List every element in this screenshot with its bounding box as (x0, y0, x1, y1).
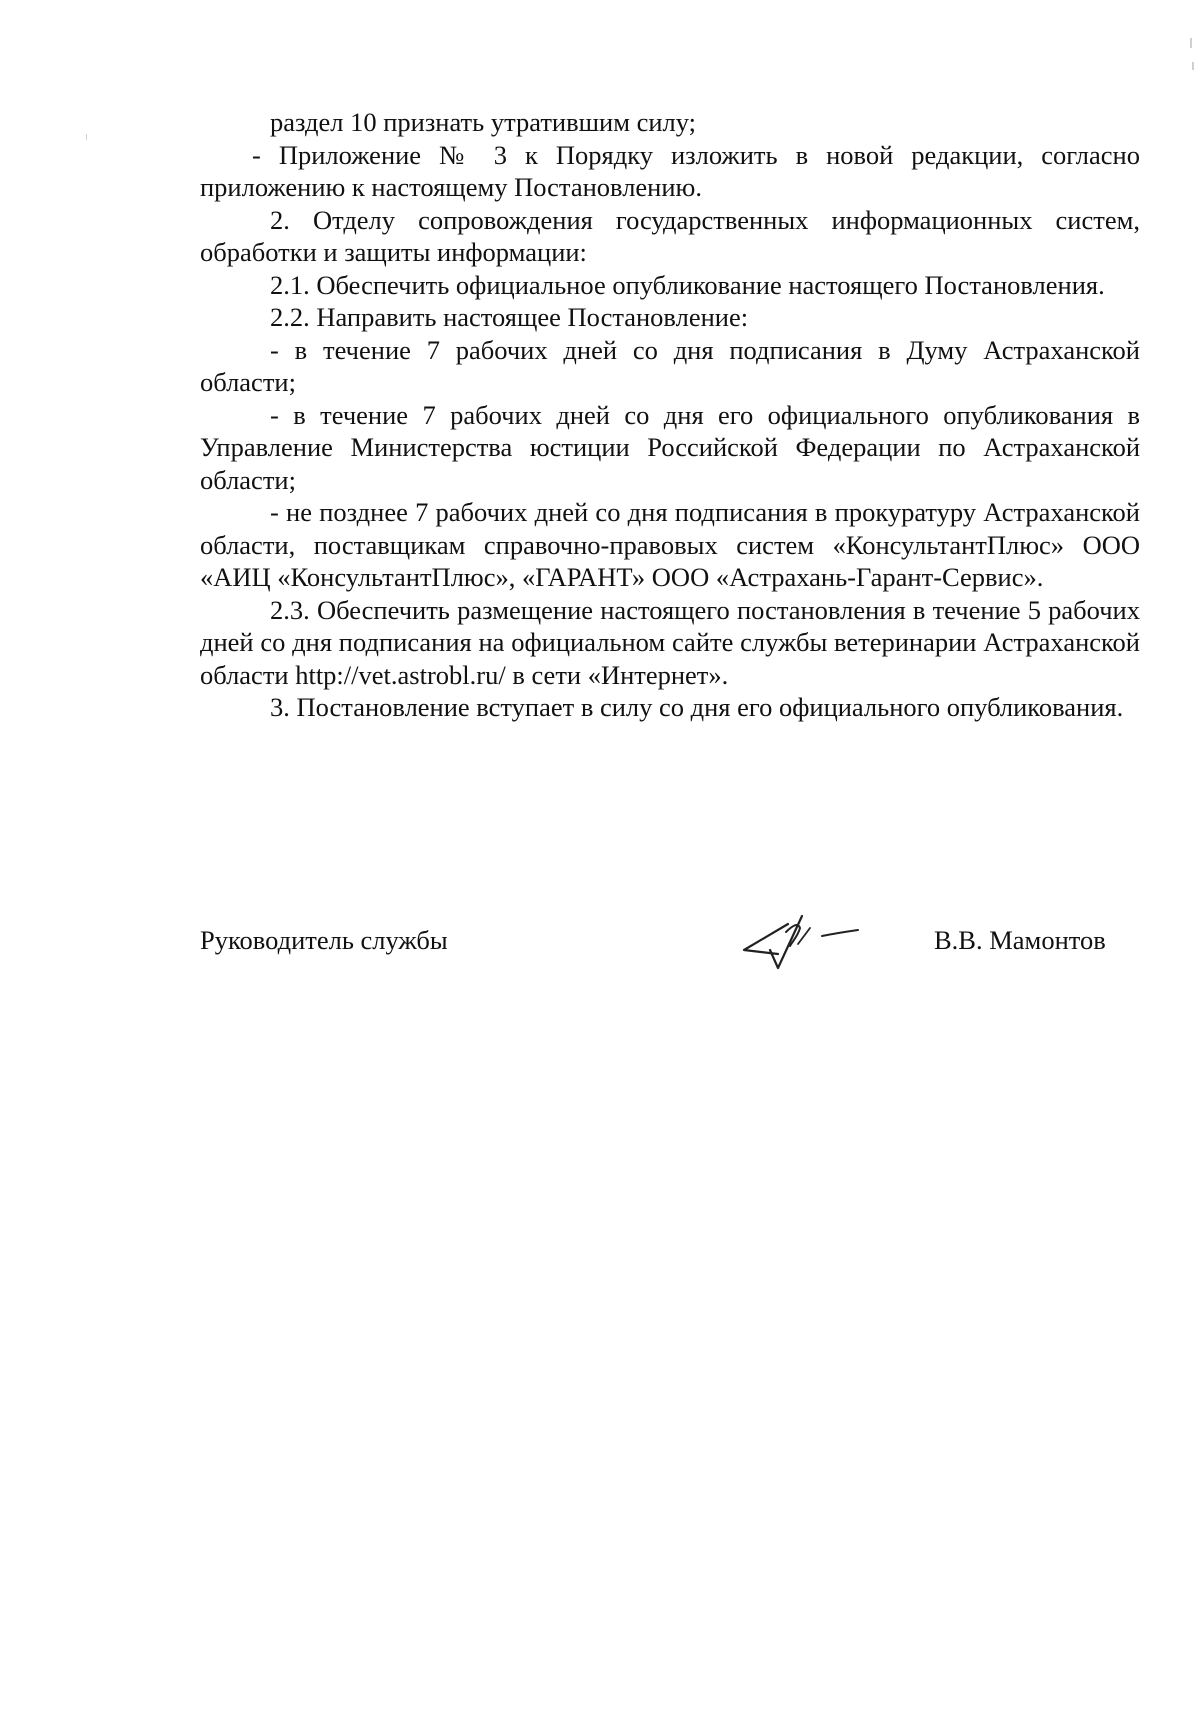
paragraph-prosecutor: - не позднее 7 рабочих дней со дня подписания в прокуратуру Астраханской области, поставщикам справочно-правовых систем «КонсультантПлюс» ООО «АИЦ «КонсультантПлюс», «ГАРАНТ» ООО «Астрахань-Гарант-Сервис». (200, 497, 1140, 592)
paragraph-item-2-1: 2.1. Обеспечить официальное опубликование настоящего Постановления. (270, 269, 1105, 300)
paragraph-duma: - в течение 7 рабочих дней со дня подписания в Думу Астраханской области; (200, 334, 1140, 397)
scan-artifact (86, 134, 87, 140)
paragraph-item-2-3: 2.3. Обеспечить размещение настоящего постановления в течение 5 рабочих дней со дня подписания на официальном сайте службы ветеринарии Астраханской области http://vet.astrobl.ru/ в сети «Интернет». (200, 594, 1140, 690)
paragraph-appendix-3: - Приложение № 3 к Порядку изложить в новой редакции, согласно приложению к настоящему Постановлению. (200, 139, 1140, 202)
handwritten-signature (740, 910, 870, 970)
signatory-name: В.В. Мамонтов (934, 925, 1106, 955)
paragraph-item-3: 3. Постановление вступает в силу со дня его официального опубликования. (270, 692, 1124, 722)
signature-block (200, 910, 1140, 980)
paragraph-section-10-repeal: раздел 10 признать утратившим силу; (270, 107, 697, 137)
signatory-position: Руководитель службы (200, 925, 448, 955)
document-body (200, 106, 1140, 724)
scan-artifact (1190, 38, 1192, 48)
paragraph-item-2-2: 2.2. Направить настоящее Постановление: (270, 302, 749, 332)
paragraph-ministry-justice: - в течение 7 рабочих дней со дня его официального опубликования в Управление Министерства юстиции Российской Федерации по Астраханской области; (200, 399, 1140, 495)
paragraph-item-2: 2. Отделу сопровождения государственных информационных систем, обработки и защиты информации: (200, 204, 1140, 267)
scan-artifact (1192, 62, 1194, 70)
